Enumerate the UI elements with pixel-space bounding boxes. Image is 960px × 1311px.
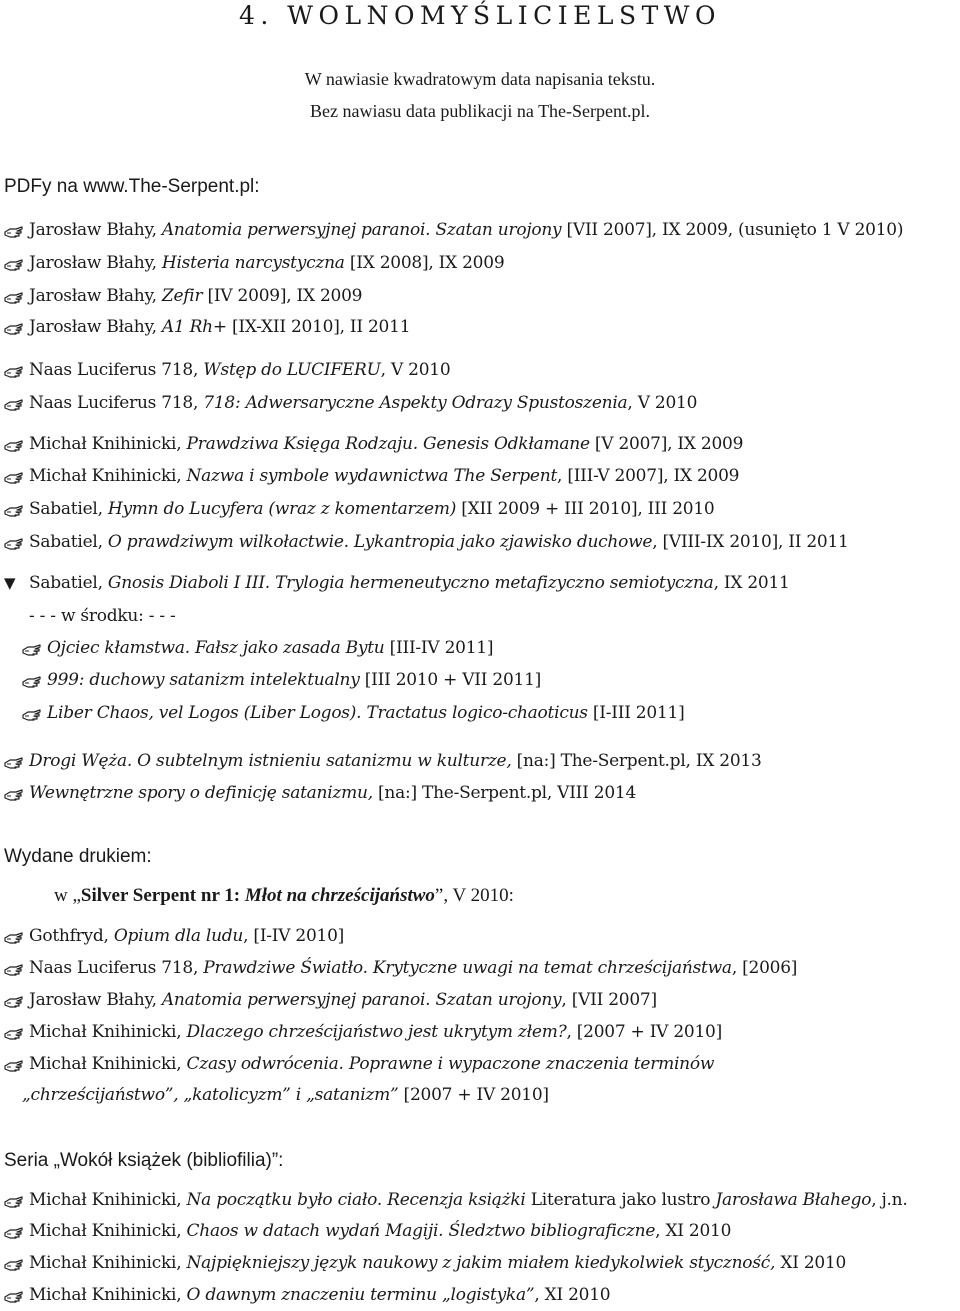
entry-author: Sabatiel, xyxy=(29,499,108,519)
list-item xyxy=(4,1221,731,1244)
entry-title: Opium dla ludu xyxy=(113,926,244,946)
down-triangle-icon: ▼ xyxy=(4,574,16,592)
entry-author: Michał Knihinicki, xyxy=(29,1022,187,1042)
list-item xyxy=(4,751,762,774)
pointing-hand-icon xyxy=(4,993,24,1013)
list-item xyxy=(4,926,344,949)
entry-title: Wstęp do LUCIFERU xyxy=(203,360,381,380)
entry-author: Michał Knihinicki, xyxy=(29,1190,187,1210)
entry-title: 999: duchowy satanizm intelektualny xyxy=(47,670,360,690)
print-continuation xyxy=(22,1085,549,1105)
entry-author: Jarosław Błahy, xyxy=(29,253,162,273)
entry-title: A1 Rh xyxy=(161,317,213,337)
entry-title: Czasy odwrócenia. Poprawne i wypaczone znaczenia terminów xyxy=(186,1054,715,1074)
list-item xyxy=(4,1190,908,1213)
issue-name: Silver Serpent nr 1: xyxy=(80,885,245,906)
entry-date: , V 2010 xyxy=(380,360,451,380)
list-item xyxy=(4,958,797,981)
entry-date: [VII 2007], IX 2009, (usunięto 1 V 2010) xyxy=(561,220,904,240)
list-item xyxy=(4,990,657,1013)
list-item xyxy=(4,1022,722,1045)
pointing-hand-icon xyxy=(4,535,24,555)
entry-book: Literatura jako lustro xyxy=(530,1190,716,1210)
entry-author: Sabatiel, xyxy=(29,573,108,593)
note-line-2: Bez nawiasu data publikacji na The-Serpent.pl. xyxy=(309,101,651,121)
entry-author: Jarosław Błahy, xyxy=(29,990,162,1010)
entry-date: [na:] The-Serpent.pl, VIII 2014 xyxy=(372,783,637,803)
pointing-hand-icon xyxy=(22,706,42,726)
series-heading: Seria „Wokół książek (bibliofilia)”: xyxy=(4,1150,284,1171)
entry-date: [XII 2009 + III 2010], III 2010 xyxy=(456,499,715,519)
pointing-hand-icon xyxy=(4,754,24,774)
issue-title: Młot na chrześcijaństwo xyxy=(244,885,435,906)
entry-title: Prawdziwa Księga Rodzaju. Genesis Odkłamane xyxy=(186,434,590,454)
entry-title: Chaos w datach wydań Magiji. Śledztwo bibliograficzne xyxy=(186,1221,656,1241)
list-item xyxy=(4,360,450,383)
note-line-1: W nawiasie kwadratowym data napisania tekstu. xyxy=(304,69,656,89)
pointing-hand-icon xyxy=(22,641,42,661)
entry-author: Michał Knihinicki, xyxy=(29,434,187,454)
entry-title: Dlaczego chrześcijaństwo jest ukrytym złem? xyxy=(186,1022,567,1042)
pointing-hand-icon xyxy=(4,256,24,276)
entry-title: Histeria narcystyczna xyxy=(161,253,345,273)
entry-date: , [VII 2007] xyxy=(561,990,657,1010)
list-item xyxy=(4,286,362,309)
pointing-hand-icon xyxy=(4,437,24,457)
entry-date: [na:] The-Serpent.pl, IX 2013 xyxy=(511,751,762,771)
entry-date: , IX 2011 xyxy=(713,573,790,593)
entry-author: Naas Luciferus 718, xyxy=(29,958,204,978)
entry-title: 718: Adwersaryczne Aspekty Odrazy Spustoszenia xyxy=(203,393,628,413)
entry-date: [III-IV 2011] xyxy=(384,638,494,658)
pointing-hand-icon xyxy=(4,929,24,949)
entry-date: XI 2010 xyxy=(775,1253,847,1273)
entry-author: Gothfryd, xyxy=(29,926,114,946)
entry-title: „chrześcijaństwo”, „katolicyzm” i „satanizm” xyxy=(22,1085,399,1105)
list-item xyxy=(22,703,684,726)
issue-suffix: ”, V 2010: xyxy=(434,885,514,906)
entry-title: Anatomia perwersyjnej paranoi. Szatan urojony xyxy=(161,990,562,1010)
entry-title: Prawdziwe Światło. Krytyczne uwagi na temat chrześcijaństwa xyxy=(203,958,732,978)
entry-author: Jarosław Błahy, xyxy=(29,286,162,306)
entry-date: [IX 2008], IX 2009 xyxy=(344,253,505,273)
list-item xyxy=(4,220,903,243)
list-item xyxy=(4,434,743,457)
pointing-hand-icon xyxy=(4,1057,24,1077)
entry-date: , j.n. xyxy=(871,1190,908,1210)
entry-title: O prawdziwym wilkołactwie. Lykantropia jako zjawisko duchowe xyxy=(107,532,653,552)
pointing-hand-icon xyxy=(4,502,24,522)
page-title: 4. WOLNOMYŚLICIELSTWO xyxy=(238,1,722,30)
list-item xyxy=(4,783,636,806)
list-item xyxy=(4,393,697,416)
entry-author: Naas Luciferus 718, xyxy=(29,360,204,380)
pointing-hand-icon xyxy=(4,1224,24,1244)
entry-date: , XI 2010 xyxy=(655,1221,732,1241)
list-item xyxy=(22,638,493,661)
issue-prefix: w „ xyxy=(54,885,81,906)
pointing-hand-icon xyxy=(4,1256,24,1276)
middle-label: - - - w środku: - - - xyxy=(29,606,176,626)
print-heading: Wydane drukiem: xyxy=(4,846,152,867)
entry-date: , [2007 + IV 2010] xyxy=(566,1022,723,1042)
entry-title: Hymn do Lucyfera (wraz z komentarzem) xyxy=(107,499,457,519)
pointing-hand-icon xyxy=(4,469,24,489)
pointing-hand-icon xyxy=(4,961,24,981)
entry-date: [2007 + IV 2010] xyxy=(398,1085,549,1105)
entry-title: Zefir xyxy=(161,286,203,306)
entry-date: , [III-V 2007], IX 2009 xyxy=(557,466,740,486)
pointing-hand-icon xyxy=(4,223,24,243)
entry-date: [IV 2009], IX 2009 xyxy=(202,286,363,306)
entry-title: O dawnym znaczeniu terminu „logistyka” xyxy=(186,1285,535,1305)
pointing-hand-icon xyxy=(4,786,24,806)
list-item xyxy=(4,253,504,276)
list-item xyxy=(4,1285,610,1308)
entry-author: Michał Knihinicki, xyxy=(29,1285,187,1305)
entry-title: Nazwa i symbole wydawnictwa The Serpent xyxy=(186,466,558,486)
entry-date: , [VIII-IX 2010], II 2011 xyxy=(652,532,849,552)
list-item xyxy=(4,317,410,340)
entry-date: [V 2007], IX 2009 xyxy=(589,434,744,454)
entry-title: Gnosis Diaboli I III. Trylogia hermeneutyczno metafizyczno semiotyczna xyxy=(107,573,714,593)
entry-date: [I-III 2011] xyxy=(587,703,685,723)
entry-title: Ojciec kłamstwa. Fałsz jako zasada Bytu xyxy=(47,638,385,658)
pointing-hand-icon xyxy=(22,673,42,693)
entry-author: Jarosław Błahy, xyxy=(29,317,162,337)
entry-author: Michał Knihinicki, xyxy=(29,466,187,486)
entry-date: [III 2010 + VII 2011] xyxy=(359,670,542,690)
entry-title: Najpiękniejszy język naukowy z jakim miałem kiedykolwiek styczność, xyxy=(186,1253,776,1273)
entry-author: Michał Knihinicki, xyxy=(29,1054,187,1074)
issue-line xyxy=(54,885,514,907)
entry-author: Jarosław Błahy, xyxy=(29,220,162,240)
list-item xyxy=(4,532,849,555)
list-item xyxy=(22,670,541,693)
entry-title: Na początku było ciało. Recenzja książki xyxy=(186,1190,531,1210)
entry-title: Anatomia perwersyjnej paranoi. Szatan urojony xyxy=(161,220,562,240)
list-item xyxy=(4,466,739,489)
pointing-hand-icon xyxy=(4,289,24,309)
entry-date: , V 2010 xyxy=(627,393,698,413)
entry-title: Liber Chaos, vel Logos (Liber Logos). Tractatus logico-chaoticus xyxy=(47,703,588,723)
entry-date: , XI 2010 xyxy=(534,1285,611,1305)
list-item xyxy=(4,1253,846,1276)
gnosis-row xyxy=(4,573,790,593)
pointing-hand-icon xyxy=(4,1025,24,1045)
pdf-heading: PDFy na www.The-Serpent.pl: xyxy=(4,176,260,197)
pointing-hand-icon xyxy=(4,1193,24,1213)
entry-author: Michał Knihinicki, xyxy=(29,1221,187,1241)
pointing-hand-icon xyxy=(4,1288,24,1308)
list-item xyxy=(4,1054,714,1077)
entry-author: Naas Luciferus 718, xyxy=(29,393,204,413)
entry-title: Drogi Węża. O subtelnym istnieniu satanizmu w kulturze, xyxy=(29,751,512,771)
entry-title-2: Jarosława Błahego xyxy=(715,1190,872,1210)
entry-author: Michał Knihinicki, xyxy=(29,1253,187,1273)
entry-date: , [I-IV 2010] xyxy=(243,926,345,946)
list-item xyxy=(4,499,714,522)
entry-date: + [IX-XII 2010], II 2011 xyxy=(212,317,411,337)
entry-title: Wewnętrzne spory o definicję satanizmu, xyxy=(29,783,373,803)
pointing-hand-icon xyxy=(4,320,24,340)
entry-author: Sabatiel, xyxy=(29,532,108,552)
entry-date: , [2006] xyxy=(731,958,798,978)
pointing-hand-icon xyxy=(4,396,24,416)
pointing-hand-icon xyxy=(4,363,24,383)
